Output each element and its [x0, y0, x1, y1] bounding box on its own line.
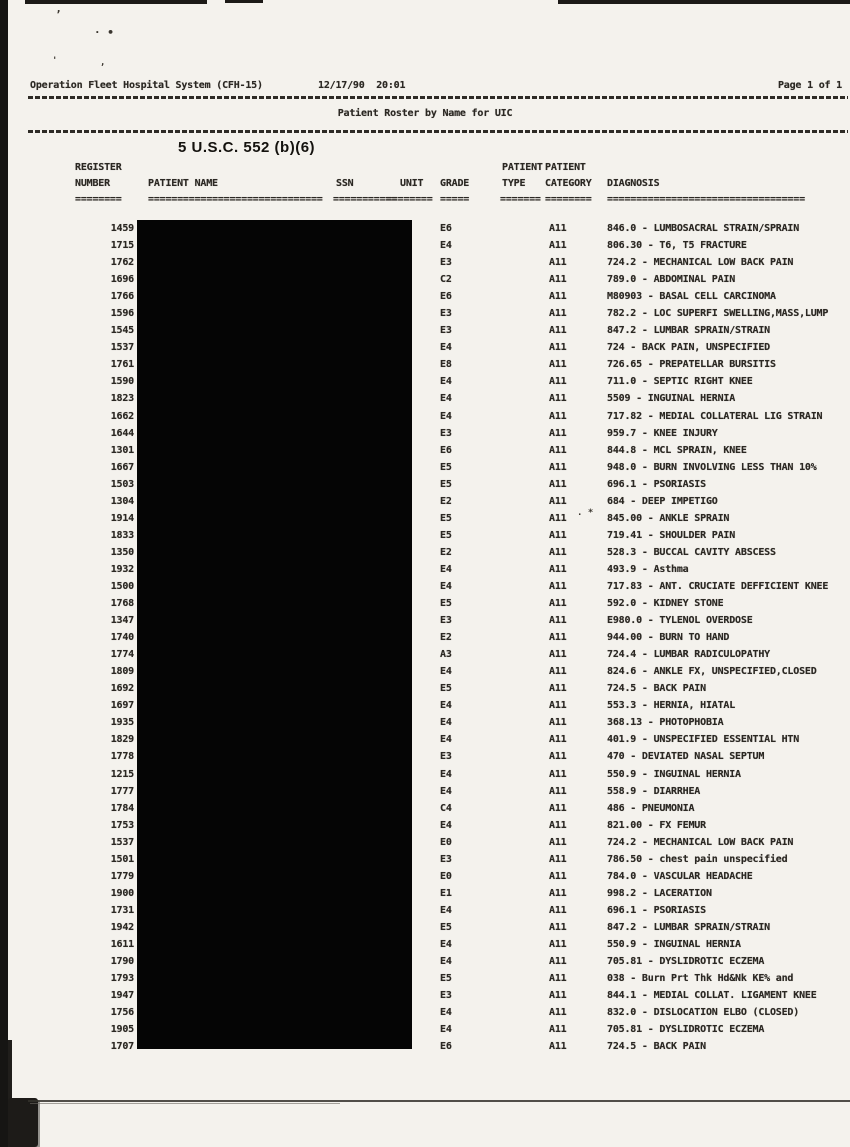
cell-diagnosis: 724.5 - BACK PAIN — [607, 683, 706, 695]
cell-grade: E5 — [440, 921, 452, 933]
col-header-grade: GRADE — [440, 178, 470, 189]
cell-patient-category: A11 — [549, 223, 567, 234]
scan-corner-blob-artifact — [8, 1098, 38, 1147]
cell-diagnosis: 719.41 - SHOULDER PAIN — [607, 529, 736, 541]
scan-edge-top-artifact-3 — [558, 0, 850, 4]
cell-patient-category: A11 — [549, 921, 567, 933]
cell-grade: C4 — [440, 802, 452, 814]
cell-grade: E4 — [440, 410, 452, 422]
col-header-type-2: TYPE — [502, 178, 526, 189]
cell-grade: E3 — [440, 615, 452, 627]
table-row — [0, 562, 850, 579]
cell-patient-category: A11 — [549, 563, 567, 575]
cell-grade: E4 — [440, 785, 452, 797]
cell-register: 1611 — [110, 938, 134, 950]
scan-speck-mark: · • — [94, 26, 114, 39]
col-header-type-1: PATIENT — [502, 162, 543, 173]
cell-grade: E4 — [440, 700, 452, 712]
cell-patient-category: A11 — [549, 836, 567, 848]
cell-patient-category: A11 — [549, 751, 567, 763]
table-row — [0, 426, 850, 443]
cell-patient-category: A11 — [549, 649, 567, 661]
cell-diagnosis: 493.9 - Asthma — [607, 563, 689, 575]
table-row — [0, 409, 850, 426]
scan-speck-mark: , — [100, 58, 106, 68]
cell-register: 1707 — [110, 1041, 134, 1053]
cell-grade: E4 — [440, 666, 452, 678]
cell-register: 1947 — [110, 990, 134, 1002]
cell-register: 1696 — [110, 274, 134, 286]
scan-edge-top-artifact-2 — [225, 0, 263, 3]
cell-diagnosis: 847.2 - LUMBAR SPRAIN/STRAIN — [607, 325, 770, 337]
separator-line-top — [28, 96, 848, 99]
table-row — [0, 971, 850, 988]
cell-patient-category: A11 — [549, 495, 567, 507]
cell-grade: E4 — [440, 768, 452, 780]
scan-speck-mark: . * — [577, 508, 594, 518]
cell-patient-category: A11 — [549, 632, 567, 644]
cell-grade: E5 — [440, 512, 452, 524]
cell-grade: E4 — [440, 240, 452, 252]
cell-diagnosis: 696.1 - PSORIASIS — [607, 478, 706, 490]
cell-diagnosis: 717.82 - MEDIAL COLLATERAL LIG STRAIN — [607, 410, 823, 422]
cell-register: 1459 — [110, 223, 134, 234]
cell-patient-category: A11 — [549, 904, 567, 916]
cell-patient-category: A11 — [549, 529, 567, 541]
cell-patient-category: A11 — [549, 461, 567, 473]
table-row — [0, 272, 850, 289]
cell-register: 1777 — [110, 785, 134, 797]
table-row — [0, 460, 850, 477]
cell-patient-category: A11 — [549, 376, 567, 388]
table-row — [0, 767, 850, 784]
table-row — [0, 801, 850, 818]
cell-patient-category: A11 — [549, 308, 567, 320]
cell-diagnosis: 998.2 - LACERATION — [607, 887, 712, 899]
cell-register: 1914 — [110, 512, 134, 524]
cell-grade: E2 — [440, 495, 452, 507]
cell-diagnosis: 684 - DEEP IMPETIGO — [607, 495, 718, 507]
cell-register: 1793 — [110, 973, 134, 985]
table-row — [0, 886, 850, 903]
cell-register: 1596 — [110, 308, 134, 320]
cell-diagnosis: 038 - Burn Prt Thk Hd&Nk KE% and — [607, 973, 794, 985]
table-row — [0, 528, 850, 545]
cell-diagnosis: 724 - BACK PAIN, UNSPECIFIED — [607, 342, 770, 354]
table-row — [0, 698, 850, 715]
table-row — [0, 545, 850, 562]
cell-diagnosis: 784.0 - VASCULAR HEADACHE — [607, 870, 753, 882]
table-row — [0, 494, 850, 511]
cell-patient-category: A11 — [549, 802, 567, 814]
col-header-category-1: PATIENT — [545, 162, 586, 173]
col-header-diagnosis: DIAGNOSIS — [607, 178, 660, 189]
table-row — [0, 954, 850, 971]
col-header-register-2: NUMBER — [75, 178, 110, 189]
cell-register: 1900 — [110, 887, 134, 899]
cell-grade: E2 — [440, 546, 452, 558]
cell-diagnosis: 705.81 - DYSLIDROTIC ECZEMA — [607, 956, 765, 968]
cell-patient-category: A11 — [549, 325, 567, 337]
cell-grade: E5 — [440, 683, 452, 695]
cell-diagnosis: 724.4 - LUMBAR RADICULOPATHY — [607, 649, 770, 661]
cell-patient-category: A11 — [549, 717, 567, 729]
cell-patient-category: A11 — [549, 973, 567, 985]
report-datetime: 12/17/90 20:01 — [318, 80, 406, 91]
cell-patient-category: A11 — [549, 785, 567, 797]
cell-patient-category: A11 — [549, 853, 567, 865]
cell-grade: E3 — [440, 990, 452, 1002]
cell-register: 1644 — [110, 427, 134, 439]
cell-diagnosis: 782.2 - LOC SUPERFI SWELLING,MASS,LUMP — [607, 308, 829, 320]
table-row — [0, 1005, 850, 1022]
cell-register: 1667 — [110, 461, 134, 473]
report-page-number: Page 1 of 1 — [777, 80, 842, 91]
cell-diagnosis: 844.1 - MEDIAL COLLAT. LIGAMENT KNEE — [607, 990, 817, 1002]
table-row — [0, 613, 850, 630]
table-row — [0, 477, 850, 494]
cell-patient-category: A11 — [549, 274, 567, 286]
table-row — [0, 647, 850, 664]
table-row — [0, 238, 850, 255]
cell-diagnosis: 717.83 - ANT. CRUCIATE DEFFICIENT KNEE — [607, 580, 829, 592]
redaction-box — [137, 220, 412, 1049]
cell-register: 1692 — [110, 683, 134, 695]
col-header-register-1: REGISTER — [75, 162, 122, 173]
cell-diagnosis: 789.0 - ABDOMINAL PAIN — [607, 274, 736, 286]
table-row — [0, 835, 850, 852]
cell-patient-category: A11 — [549, 427, 567, 439]
cell-diagnosis: 845.00 - ANKLE SPRAIN — [607, 512, 730, 524]
cell-patient-category: A11 — [549, 1007, 567, 1019]
col-header-ssn: SSN — [336, 178, 354, 189]
cell-grade: E4 — [440, 376, 452, 388]
scan-edge-top-artifact — [25, 0, 207, 4]
cell-patient-category: A11 — [549, 615, 567, 627]
cell-register: 1545 — [110, 325, 134, 337]
table-row — [0, 323, 850, 340]
cell-patient-category: A11 — [549, 990, 567, 1002]
cell-register: 1350 — [110, 546, 134, 558]
cell-register: 1833 — [110, 529, 134, 541]
col-separator-register: ======== — [75, 194, 122, 205]
cell-diagnosis: 550.9 - INGUINAL HERNIA — [607, 768, 741, 780]
cell-register: 1809 — [110, 666, 134, 678]
table-row — [0, 357, 850, 374]
col-header-unit: UNIT — [400, 178, 424, 189]
cell-diagnosis: 724.2 - MECHANICAL LOW BACK PAIN — [607, 836, 794, 848]
cell-register: 1932 — [110, 563, 134, 575]
cell-grade: E4 — [440, 938, 452, 950]
col-separator-diagnosis: ================================== — [607, 194, 805, 205]
cell-grade: E0 — [440, 836, 452, 848]
cell-register: 1942 — [110, 921, 134, 933]
cell-register: 1590 — [110, 376, 134, 388]
cell-register: 1301 — [110, 444, 134, 456]
cell-grade: E4 — [440, 563, 452, 575]
cell-patient-category: A11 — [549, 512, 567, 524]
col-separator-unit: ======== — [386, 194, 433, 205]
cell-diagnosis: 786.50 - chest pain unspecified — [607, 853, 788, 865]
cell-register: 1762 — [110, 257, 134, 269]
cell-diagnosis: E980.0 - TYLENOL OVERDOSE — [607, 615, 753, 627]
cell-grade: E3 — [440, 751, 452, 763]
cell-register: 1778 — [110, 751, 134, 763]
cell-register: 1761 — [110, 359, 134, 371]
cell-register: 1935 — [110, 717, 134, 729]
cell-register: 1215 — [110, 768, 134, 780]
cell-diagnosis: 486 - PNEUMONIA — [607, 802, 695, 814]
cell-grade: E5 — [440, 973, 452, 985]
cell-grade: E4 — [440, 717, 452, 729]
cell-register: 1347 — [110, 615, 134, 627]
table-row — [0, 732, 850, 749]
cell-patient-category: A11 — [549, 666, 567, 678]
table-row — [0, 579, 850, 596]
cell-patient-category: A11 — [549, 580, 567, 592]
table-row — [0, 715, 850, 732]
cell-grade: E3 — [440, 427, 452, 439]
cell-patient-category: A11 — [549, 683, 567, 695]
cell-diagnosis: 948.0 - BURN INVOLVING LESS THAN 10% — [607, 461, 817, 473]
table-row — [0, 306, 850, 323]
cell-diagnosis: 696.1 - PSORIASIS — [607, 904, 706, 916]
cell-register: 1537 — [110, 836, 134, 848]
cell-diagnosis: 553.3 - HERNIA, HIATAL — [607, 700, 736, 712]
cell-diagnosis: 711.0 - SEPTIC RIGHT KNEE — [607, 376, 753, 388]
table-row — [0, 630, 850, 647]
cell-register: 1537 — [110, 342, 134, 354]
cell-diagnosis: 550.9 - INGUINAL HERNIA — [607, 938, 741, 950]
cell-grade: E6 — [440, 291, 452, 303]
cell-patient-category: A11 — [549, 342, 567, 354]
cell-diagnosis: 592.0 - KIDNEY STONE — [607, 598, 724, 610]
scan-speck-mark: ’ — [55, 8, 62, 21]
cell-patient-category: A11 — [549, 887, 567, 899]
report-system-name: Operation Fleet Hospital System (CFH-15) — [30, 80, 263, 91]
cell-patient-category: A11 — [549, 598, 567, 610]
cell-diagnosis: 806.30 - T6, T5 FRACTURE — [607, 240, 747, 252]
cell-grade: E3 — [440, 325, 452, 337]
cell-register: 1790 — [110, 956, 134, 968]
cell-diagnosis: 724.2 - MECHANICAL LOW BACK PAIN — [607, 257, 794, 269]
col-header-name: PATIENT NAME — [148, 178, 218, 189]
table-row — [0, 374, 850, 391]
separator-line-title — [28, 130, 848, 133]
table-row — [0, 255, 850, 272]
cell-grade: E8 — [440, 359, 452, 371]
cell-grade: E2 — [440, 632, 452, 644]
table-row — [0, 664, 850, 681]
cell-diagnosis: 724.5 - BACK PAIN — [607, 1041, 706, 1053]
cell-patient-category: A11 — [549, 768, 567, 780]
cell-grade: E3 — [440, 853, 452, 865]
cell-grade: E5 — [440, 598, 452, 610]
cell-register: 1731 — [110, 904, 134, 916]
cell-register: 1500 — [110, 580, 134, 592]
cell-diagnosis: 847.2 - LUMBAR SPRAIN/STRAIN — [607, 921, 770, 933]
cell-patient-category: A11 — [549, 291, 567, 303]
table-row — [0, 511, 850, 528]
table-row — [0, 920, 850, 937]
cell-diagnosis: 824.6 - ANKLE FX, UNSPECIFIED,CLOSED — [607, 666, 817, 678]
cell-diagnosis: 844.8 - MCL SPRAIN, KNEE — [607, 444, 747, 456]
cell-grade: E6 — [440, 223, 452, 234]
cell-grade: A3 — [440, 649, 452, 661]
cell-diagnosis: 846.0 - LUMBOSACRAL STRAIN/SPRAIN — [607, 223, 800, 234]
scan-page-bottom-edge-2 — [30, 1103, 340, 1104]
cell-register: 1662 — [110, 410, 134, 422]
table-row — [0, 818, 850, 835]
cell-patient-category: A11 — [549, 444, 567, 456]
cell-patient-category: A11 — [549, 257, 567, 269]
table-row — [0, 1022, 850, 1039]
cell-register: 1766 — [110, 291, 134, 303]
cell-patient-category: A11 — [549, 819, 567, 831]
cell-grade: E1 — [440, 887, 452, 899]
cell-diagnosis: 821.00 - FX FEMUR — [607, 819, 706, 831]
cell-register: 1756 — [110, 1007, 134, 1019]
cell-register: 1503 — [110, 478, 134, 490]
scan-page-bottom-edge — [28, 1100, 850, 1102]
cell-register: 1740 — [110, 632, 134, 644]
cell-grade: E4 — [440, 956, 452, 968]
cell-grade: E5 — [440, 478, 452, 490]
cell-diagnosis: 5509 - INGUINAL HERNIA — [607, 393, 736, 405]
cell-grade: E5 — [440, 461, 452, 473]
table-row — [0, 596, 850, 613]
col-header-category-2: CATEGORY — [545, 178, 592, 189]
cell-diagnosis: 726.65 - PREPATELLAR BURSITIS — [607, 359, 776, 371]
table-row — [0, 988, 850, 1005]
cell-grade: E4 — [440, 342, 452, 354]
col-separator-name: ============================== — [148, 194, 323, 205]
cell-patient-category: A11 — [549, 478, 567, 490]
cell-grade: E4 — [440, 393, 452, 405]
table-row — [0, 1039, 850, 1056]
cell-patient-category: A11 — [549, 546, 567, 558]
cell-grade: E5 — [440, 529, 452, 541]
cell-grade: E6 — [440, 444, 452, 456]
cell-grade: E0 — [440, 870, 452, 882]
cell-patient-category: A11 — [549, 938, 567, 950]
cell-register: 1768 — [110, 598, 134, 610]
cell-patient-category: A11 — [549, 870, 567, 882]
col-separator-ssn: =========== — [333, 194, 398, 205]
cell-patient-category: A11 — [549, 734, 567, 746]
scan-speck-mark: ' — [52, 56, 58, 66]
cell-register: 1774 — [110, 649, 134, 661]
table-row — [0, 289, 850, 306]
cell-diagnosis: M80903 - BASAL CELL CARCINOMA — [607, 291, 776, 303]
cell-patient-category: A11 — [549, 700, 567, 712]
cell-grade: E4 — [440, 1024, 452, 1036]
cell-grade: E4 — [440, 734, 452, 746]
table-row — [0, 443, 850, 460]
cell-patient-category: A11 — [549, 240, 567, 252]
cell-grade: C2 — [440, 274, 452, 286]
cell-patient-category: A11 — [549, 1041, 567, 1053]
cell-patient-category: A11 — [549, 359, 567, 371]
cell-patient-category: A11 — [549, 410, 567, 422]
cell-register: 1501 — [110, 853, 134, 865]
cell-register: 1784 — [110, 802, 134, 814]
cell-patient-category: A11 — [549, 393, 567, 405]
cell-grade: E4 — [440, 1007, 452, 1019]
cell-grade: E4 — [440, 819, 452, 831]
cell-register: 1304 — [110, 495, 134, 507]
cell-diagnosis: 959.7 - KNEE INJURY — [607, 427, 718, 439]
table-row — [0, 903, 850, 920]
cell-diagnosis: 944.00 - BURN TO HAND — [607, 632, 730, 644]
cell-register: 1829 — [110, 734, 134, 746]
cell-diagnosis: 558.9 - DIARRHEA — [607, 785, 701, 797]
foia-exemption-stamp: 5 U.S.C. 552 (b)(6) — [178, 139, 316, 156]
cell-diagnosis: 705.81 - DYSLIDROTIC ECZEMA — [607, 1024, 765, 1036]
table-row — [0, 852, 850, 869]
cell-grade: E3 — [440, 257, 452, 269]
table-row — [0, 681, 850, 698]
table-row — [0, 869, 850, 886]
cell-patient-category: A11 — [549, 956, 567, 968]
col-separator-type: ======= — [500, 194, 541, 205]
cell-grade: E6 — [440, 1041, 452, 1053]
cell-patient-category: A11 — [549, 1024, 567, 1036]
cell-register: 1823 — [110, 393, 134, 405]
table-row — [0, 784, 850, 801]
col-separator-grade: ===== — [440, 194, 470, 205]
cell-diagnosis: 528.3 - BUCCAL CAVITY ABSCESS — [607, 546, 776, 558]
cell-diagnosis: 368.13 - PHOTOPHOBIA — [607, 717, 724, 729]
col-separator-category: ======== — [545, 194, 592, 205]
cell-register: 1715 — [110, 240, 134, 252]
cell-register: 1779 — [110, 870, 134, 882]
cell-register: 1905 — [110, 1024, 134, 1036]
cell-grade: E4 — [440, 904, 452, 916]
cell-diagnosis: 470 - DEVIATED NASAL SEPTUM — [607, 751, 765, 763]
cell-grade: E3 — [440, 308, 452, 320]
cell-grade: E4 — [440, 580, 452, 592]
cell-register: 1753 — [110, 819, 134, 831]
table-row — [0, 221, 850, 238]
table-row — [0, 391, 850, 408]
table-row — [0, 937, 850, 954]
roster-rows — [0, 221, 850, 1056]
cell-diagnosis: 832.0 - DISLOCATION ELBO (CLOSED) — [607, 1007, 800, 1019]
report-title: Patient Roster by Name for UIC — [337, 108, 513, 119]
cell-diagnosis: 401.9 - UNSPECIFIED ESSENTIAL HTN — [607, 734, 800, 746]
table-row — [0, 749, 850, 766]
cell-register: 1697 — [110, 700, 134, 712]
table-row — [0, 340, 850, 357]
